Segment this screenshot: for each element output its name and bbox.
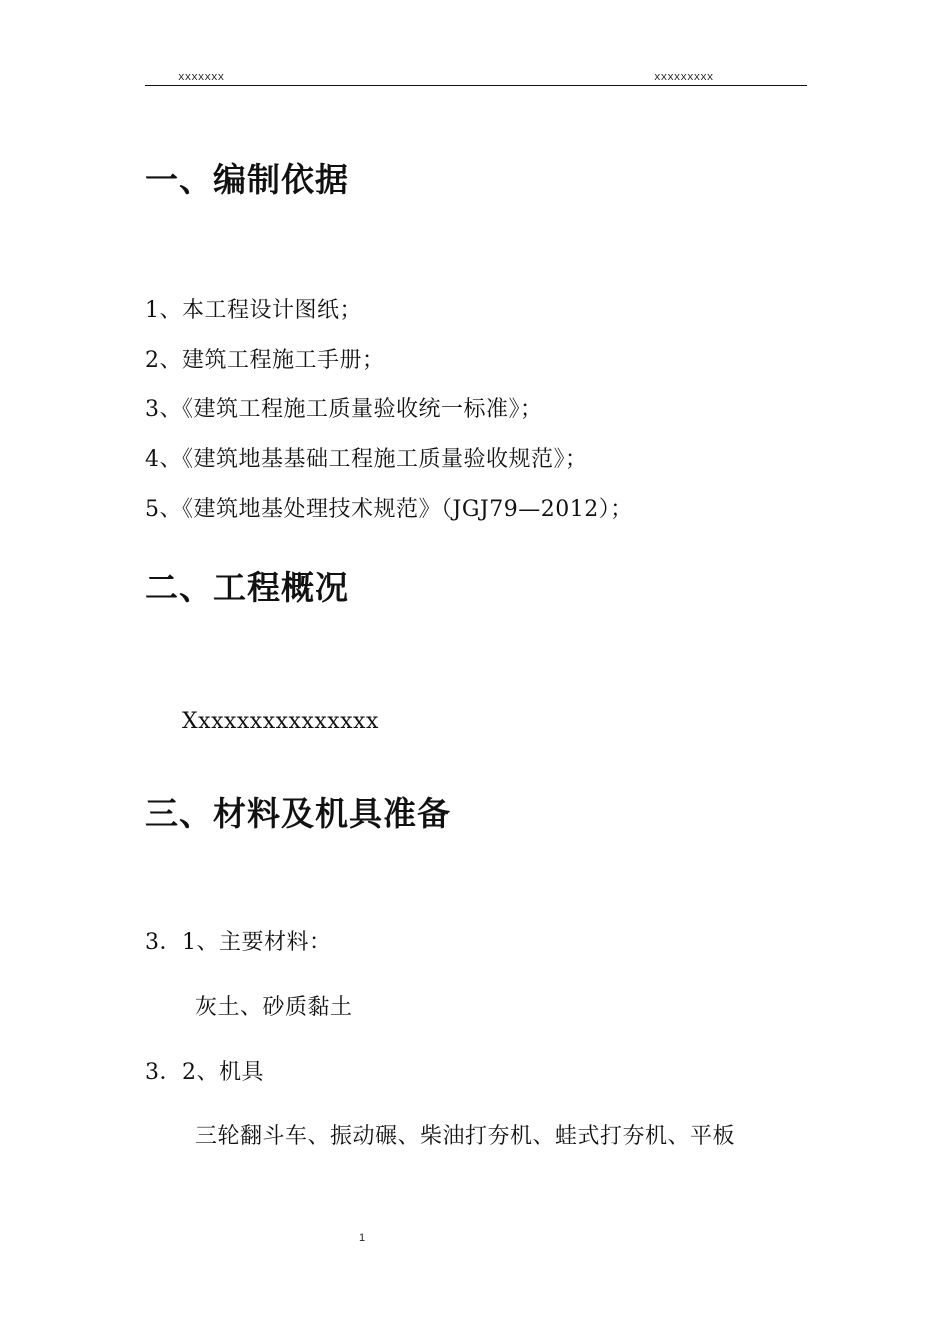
section-2-title: 二、工程概况 [145, 568, 349, 607]
basis-item-2: 2、建筑工程施工手册； [145, 348, 385, 373]
basis-item-5: 5、《建筑地基处理技术规范》（JGJ79—2012）； [145, 497, 633, 522]
header-right-text: xxxxxxxxx [654, 72, 714, 84]
basis-item-3: 3、《建筑工程施工质量验收统一标准》； [145, 397, 543, 422]
project-overview-text: Xxxxxxxxxxxxxxx [182, 709, 379, 734]
section-3-title: 三、材料及机具准备 [145, 794, 451, 833]
section-1-title: 一、编制依据 [145, 160, 349, 199]
subsection-3-1-heading: 3．1、主要材料： [145, 930, 332, 955]
header-divider [145, 85, 807, 86]
subsection-3-2-text: 三轮翻斗车、振动碾、柴油打夯机、蛙式打夯机、平板 [195, 1124, 736, 1149]
page-number: 1 [359, 1232, 366, 1244]
header-left-text: xxxxxxx [178, 72, 225, 84]
subsection-3-1-text: 灰土、砂质黏土 [195, 995, 353, 1020]
basis-item-1: 1、本工程设计图纸； [145, 298, 362, 323]
basis-item-4: 4、《建筑地基基础工程施工质量验收规范》； [145, 447, 588, 472]
subsection-3-2-heading: 3．2、机具 [145, 1060, 264, 1085]
